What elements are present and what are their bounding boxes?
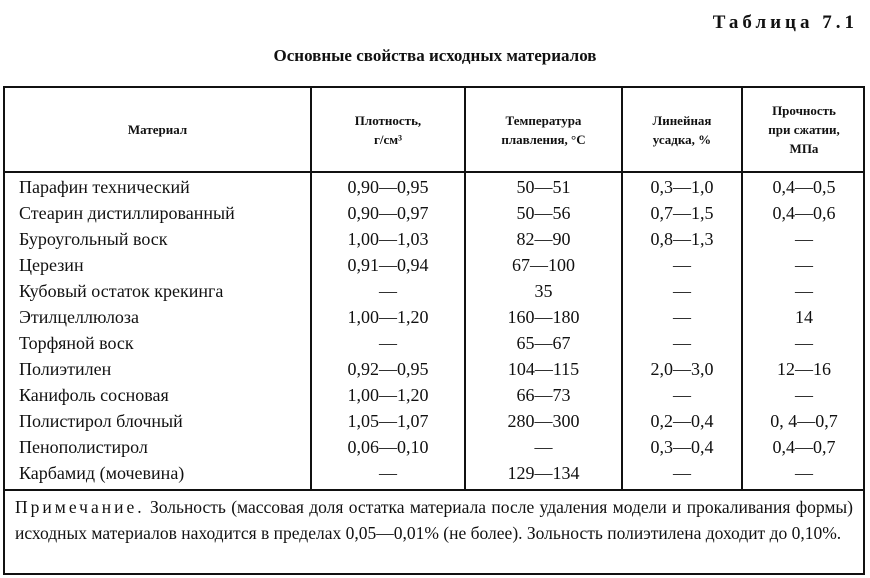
table-row bbox=[5, 408, 863, 434]
cell-density: 0,90—0,97 bbox=[347, 203, 429, 223]
header-shrinkage-unit: усадка, % bbox=[652, 131, 712, 147]
cell-shrinkage: — bbox=[673, 307, 691, 327]
cell-density: 1,00—1,20 bbox=[347, 385, 429, 405]
table-row bbox=[5, 382, 863, 408]
header-shrinkage bbox=[623, 88, 741, 171]
cell-material: Полиэтилен bbox=[19, 359, 112, 379]
cell-shrinkage: 2,0—3,0 bbox=[650, 359, 714, 379]
cell-material: Полистирол блочный bbox=[19, 411, 183, 431]
table-row bbox=[5, 434, 863, 460]
cell-strength: 0,4—0,7 bbox=[772, 437, 836, 457]
cell-density: 1,00—1,20 bbox=[347, 307, 429, 327]
cell-shrinkage: 0,2—0,4 bbox=[650, 411, 714, 431]
table-label: Таблица 7.1 bbox=[712, 12, 858, 33]
cell-strength: — bbox=[795, 281, 813, 301]
note-divider bbox=[5, 489, 863, 491]
header-strength-mid: при сжатии, bbox=[768, 122, 840, 137]
cell-material: Торфяной воск bbox=[19, 333, 134, 353]
table-row bbox=[5, 252, 863, 278]
cell-material: Этилцеллюлоза bbox=[19, 307, 140, 327]
header-material-label: Материал bbox=[127, 122, 188, 137]
cell-melting: 160—180 bbox=[507, 307, 580, 327]
cell-strength: 12—16 bbox=[777, 359, 831, 379]
cell-density: — bbox=[379, 281, 397, 301]
header-melting bbox=[466, 88, 621, 171]
cell-melting: 280—300 bbox=[507, 411, 580, 431]
cell-strength: 0,4—0,6 bbox=[772, 203, 836, 223]
table-note bbox=[15, 494, 853, 546]
cell-shrinkage: 0,8—1,3 bbox=[650, 229, 714, 249]
header-strength bbox=[743, 88, 865, 171]
cell-shrinkage: — bbox=[673, 385, 691, 405]
cell-melting: 65—67 bbox=[516, 333, 571, 353]
cell-density: 0,92—0,95 bbox=[347, 359, 429, 379]
table-row bbox=[5, 330, 863, 356]
cell-material: Парафин технический bbox=[19, 177, 190, 197]
table-row bbox=[5, 174, 863, 200]
cell-material: Карбамид (мочевина) bbox=[19, 463, 185, 483]
header-density bbox=[312, 88, 464, 171]
cell-material: Канифоль сосновая bbox=[19, 385, 169, 405]
table-row bbox=[5, 200, 863, 226]
cell-material: Кубовый остаток крекинга bbox=[19, 281, 224, 301]
cell-shrinkage: — bbox=[673, 281, 691, 301]
header-strength-label: Прочность bbox=[772, 103, 836, 118]
cell-strength: — bbox=[795, 333, 813, 353]
cell-melting: — bbox=[534, 437, 553, 457]
cell-strength: — bbox=[795, 229, 813, 249]
cell-density: — bbox=[379, 333, 397, 353]
cell-shrinkage: 0,7—1,5 bbox=[650, 203, 714, 223]
cell-strength: 0,4—0,5 bbox=[772, 177, 836, 197]
cell-material: Пенополистирол bbox=[19, 437, 148, 457]
cell-strength: — bbox=[795, 463, 813, 483]
cell-density: 0,91—0,94 bbox=[347, 255, 429, 275]
cell-strength: 0, 4—0,7 bbox=[770, 411, 838, 431]
note-title: Примечание. bbox=[15, 497, 145, 517]
cell-strength: 14 bbox=[795, 307, 813, 327]
properties-table bbox=[3, 86, 865, 575]
cell-material: Буроугольный воск bbox=[19, 229, 168, 249]
cell-melting: 66—73 bbox=[516, 385, 571, 405]
table-row bbox=[5, 460, 863, 486]
cell-shrinkage: — bbox=[673, 333, 691, 353]
header-strength-unit: МПа bbox=[789, 141, 819, 156]
cell-melting: 82—90 bbox=[516, 229, 571, 249]
cell-melting: 129—134 bbox=[507, 463, 580, 483]
table-row bbox=[5, 278, 863, 304]
cell-density: 1,00—1,03 bbox=[347, 229, 429, 249]
table-row bbox=[5, 304, 863, 330]
cell-density: 0,06—0,10 bbox=[347, 437, 429, 457]
header-material bbox=[5, 88, 310, 171]
cell-melting: 67—100 bbox=[512, 255, 575, 275]
header-density-label: Плотность, bbox=[354, 112, 422, 128]
cell-material: Церезин bbox=[19, 255, 84, 275]
cell-material: Стеарин дистиллированный bbox=[19, 203, 235, 223]
cell-strength: — bbox=[795, 255, 813, 275]
table-row bbox=[5, 226, 863, 252]
cell-strength: — bbox=[795, 385, 813, 405]
header-melting-unit: плавления, °С bbox=[501, 131, 586, 147]
cell-density: — bbox=[379, 463, 397, 483]
cell-melting: 35 bbox=[534, 281, 553, 301]
cell-shrinkage: 0,3—1,0 bbox=[650, 177, 714, 197]
cell-melting: 50—56 bbox=[516, 203, 571, 223]
cell-shrinkage: — bbox=[673, 463, 691, 483]
header-density-unit: г/см³ bbox=[373, 131, 403, 147]
table-title: Основные свойства исходных материалов bbox=[273, 46, 597, 65]
cell-shrinkage: 0,3—0,4 bbox=[650, 437, 714, 457]
cell-melting: 104—115 bbox=[507, 359, 580, 379]
note-text: Зольность (массовая доля остатка материала после удаления модели и прокаливания формы) исходных материалов находится в пределах 0,05—0,01% (не более). Зольность полиэтилена доходит до 0,10%. bbox=[15, 497, 853, 543]
cell-density: 1,05—1,07 bbox=[347, 411, 429, 431]
header-shrinkage-label: Линейная bbox=[652, 112, 712, 128]
cell-shrinkage: — bbox=[673, 255, 691, 275]
header-melting-label: Температура bbox=[505, 112, 582, 128]
cell-density: 0,90—0,95 bbox=[347, 177, 429, 197]
cell-melting: 50—51 bbox=[516, 177, 571, 197]
table-row bbox=[5, 356, 863, 382]
header-divider bbox=[5, 171, 863, 173]
